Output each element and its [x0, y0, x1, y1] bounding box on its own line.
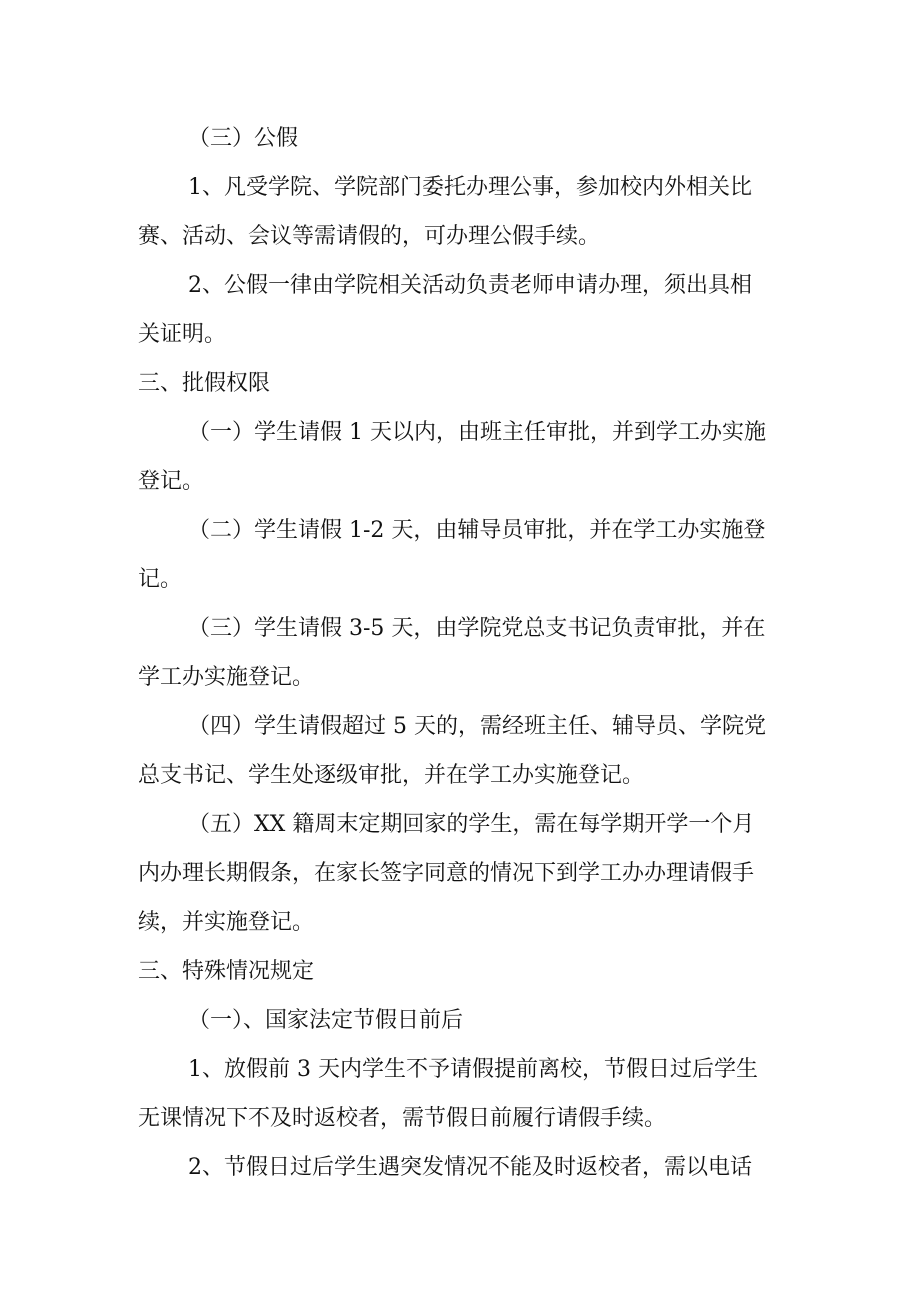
- paragraph-line: （四）学生请假超过 5 天的，需经班主任、辅导员、学院党: [188, 714, 766, 739]
- subheading-public-leave: （三）公假: [188, 126, 299, 151]
- paragraph-line: 记。: [138, 567, 183, 592]
- paragraph-line: 无课情况下不及时返校者，需节假日前履行请假手续。: [138, 1106, 667, 1131]
- section-heading-approval-authority: 三、批假权限: [138, 371, 271, 396]
- paragraph-line: 关证明。: [138, 322, 227, 347]
- paragraph-line: （三）学生请假 3-5 天，由学院党总支书记负责审批，并在: [188, 616, 766, 641]
- paragraph-line: 1、放假前 3 天内学生不予请假提前离校，节假日过后学生: [188, 1057, 758, 1082]
- paragraph-line: 登记。: [138, 469, 205, 494]
- paragraph-line: 1、凡受学院、学院部门委托办理公事，参加校内外相关比: [188, 175, 752, 200]
- paragraph-line: （一）学生请假 1 天以内，由班主任审批，并到学工办实施: [188, 420, 766, 445]
- paragraph-line: 续，并实施登记。: [138, 910, 315, 935]
- paragraph-line: （二）学生请假 1-2 天，由辅导员审批，并在学工办实施登: [188, 518, 766, 543]
- paragraph-line: （五）XX 籍周末定期回家的学生，需在每学期开学一个月: [188, 812, 755, 837]
- paragraph-line: 学工办实施登记。: [138, 665, 315, 690]
- paragraph-line: 2、公假一律由学院相关活动负责老师申请办理，须出具相: [188, 273, 752, 298]
- section-heading-special-cases: 三、特殊情况规定: [138, 959, 315, 984]
- paragraph-line: 赛、活动、会议等需请假的，可办理公假手续。: [138, 224, 601, 249]
- paragraph-line: 内办理长期假条，在家长签字同意的情况下到学工办办理请假手: [138, 861, 755, 886]
- paragraph-line: 总支书记、学生处逐级审批，并在学工办实施登记。: [138, 763, 645, 788]
- paragraph-line: 2、节假日过后学生遇突发情况不能及时返校者，需以电话: [188, 1155, 752, 1180]
- subheading-national-holidays: （一）、国家法定节假日前后: [188, 1008, 464, 1033]
